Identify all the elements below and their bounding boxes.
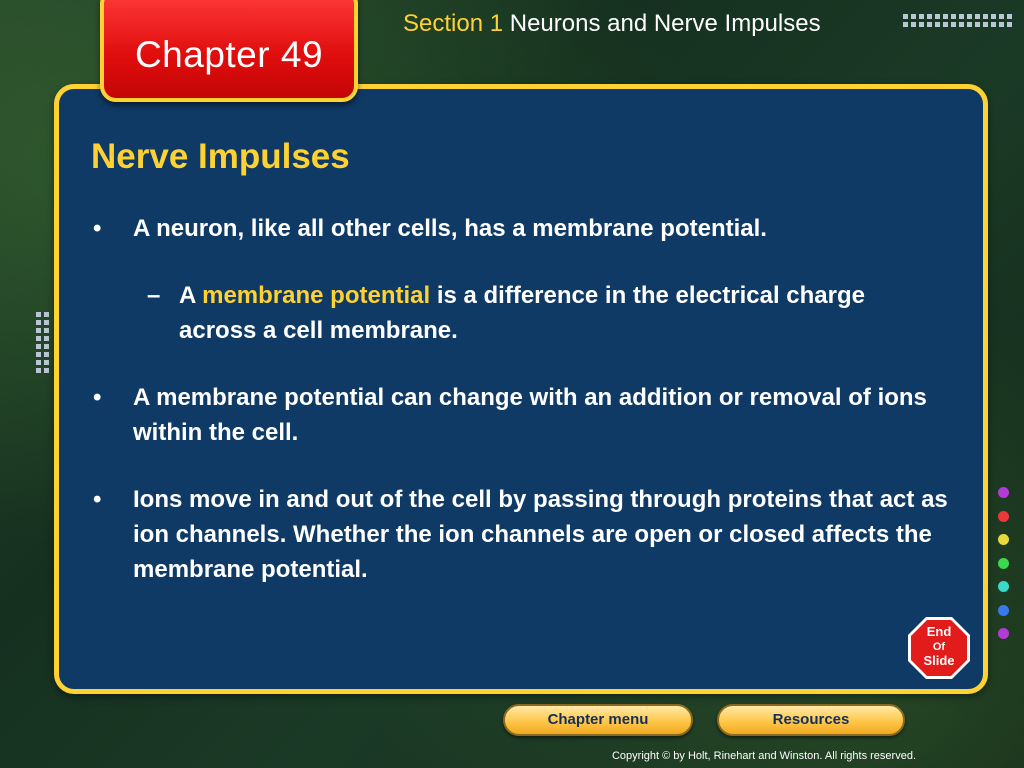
color-dots xyxy=(998,487,1010,652)
bullet-text: A membrane potential can change with an addition or removal of ions within the cell. xyxy=(133,384,927,446)
bullet-marker: • xyxy=(93,486,102,513)
decorative-dot xyxy=(36,320,41,325)
decorative-dot xyxy=(1007,14,1012,19)
section-number: Section 1 xyxy=(403,10,504,37)
section-header xyxy=(403,8,863,39)
decorative-dot xyxy=(911,22,916,27)
decorative-dot xyxy=(911,14,916,19)
resources-button[interactable]: Resources xyxy=(717,704,905,736)
bullet-list xyxy=(87,211,957,619)
bullet-marker: • xyxy=(93,384,102,411)
decorative-dot xyxy=(36,352,41,357)
decorative-dot xyxy=(999,14,1004,19)
chapter-menu-button[interactable]: Chapter menu xyxy=(503,704,693,736)
decorative-dot xyxy=(975,22,980,27)
decorative-dot xyxy=(975,14,980,19)
sub-bullet-suffix: is a difference in the electrical charge across a cell membrane. xyxy=(179,282,866,344)
color-dot xyxy=(998,487,1009,498)
bullet-item xyxy=(87,380,957,450)
decorative-dot xyxy=(927,14,932,19)
decorative-dot xyxy=(967,14,972,19)
chapter-label: Chapter 49 xyxy=(134,34,324,75)
color-dot xyxy=(998,605,1009,616)
decorative-dot xyxy=(983,14,988,19)
decorative-dot xyxy=(36,344,41,349)
copyright-text: Copyright © by Holt, Rinehart and Winston. All rights reserved. xyxy=(611,750,916,762)
decorative-dot xyxy=(44,352,49,357)
decorative-dot xyxy=(1007,22,1012,27)
decorative-dot xyxy=(991,22,996,27)
decorative-dot xyxy=(44,328,49,333)
stop-sign-icon xyxy=(906,615,972,681)
decorative-dot xyxy=(903,14,908,19)
chapter-tab xyxy=(100,0,358,102)
color-dot xyxy=(998,581,1009,592)
decorative-dot xyxy=(36,328,41,333)
decorative-dot xyxy=(44,320,49,325)
term-highlight: membrane potential xyxy=(202,282,431,309)
bullet-item xyxy=(87,482,957,587)
decorative-dot xyxy=(44,336,49,341)
content-panel xyxy=(54,84,988,694)
color-dot xyxy=(998,511,1009,522)
decorative-dot xyxy=(36,368,41,373)
decorative-dot-grid-top xyxy=(903,14,1012,27)
color-dot xyxy=(998,558,1009,569)
end-slide-line1: End xyxy=(926,624,952,639)
decorative-dot xyxy=(36,312,41,317)
decorative-dot xyxy=(36,360,41,365)
decorative-dot xyxy=(983,22,988,27)
end-slide-line2: Of xyxy=(932,641,946,653)
bullet-text: A neuron, like all other cells, has a membrane potential. xyxy=(133,215,767,242)
decorative-dot xyxy=(959,14,964,19)
bullet-text: Ions move in and out of the cell by passing through proteins that act as ion channels. Whether the ion channels are open or closed affects the membrane potential. xyxy=(133,486,948,583)
decorative-dot xyxy=(935,14,940,19)
decorative-dot xyxy=(991,14,996,19)
color-dot xyxy=(998,628,1009,639)
sub-bullet-prefix: A xyxy=(179,282,203,309)
slide-title: Nerve Impulses xyxy=(91,137,350,176)
end-slide-line3: Slide xyxy=(923,653,955,668)
decorative-dot xyxy=(36,336,41,341)
decorative-dot xyxy=(999,22,1004,27)
color-dot xyxy=(998,534,1009,545)
section-title: Neurons and Nerve Impulses xyxy=(509,10,821,37)
decorative-dot xyxy=(943,14,948,19)
decorative-dot xyxy=(44,368,49,373)
decorative-dot xyxy=(967,22,972,27)
decorative-dot xyxy=(919,22,924,27)
decorative-dot xyxy=(44,360,49,365)
decorative-dot xyxy=(959,22,964,27)
end-of-slide-button[interactable] xyxy=(906,615,972,681)
decorative-dot xyxy=(951,22,956,27)
decorative-dot xyxy=(919,14,924,19)
decorative-dot xyxy=(44,344,49,349)
decorative-dot xyxy=(903,22,908,27)
decorative-dot xyxy=(927,22,932,27)
sub-bullet-marker: – xyxy=(147,282,161,309)
bullet-marker: • xyxy=(93,215,102,242)
decorative-dot xyxy=(951,14,956,19)
decorative-dot-grid-left xyxy=(36,312,49,373)
decorative-dot xyxy=(935,22,940,27)
bullet-item xyxy=(87,211,957,246)
sub-bullet-item xyxy=(87,278,887,348)
decorative-dot xyxy=(44,312,49,317)
decorative-dot xyxy=(943,22,948,27)
